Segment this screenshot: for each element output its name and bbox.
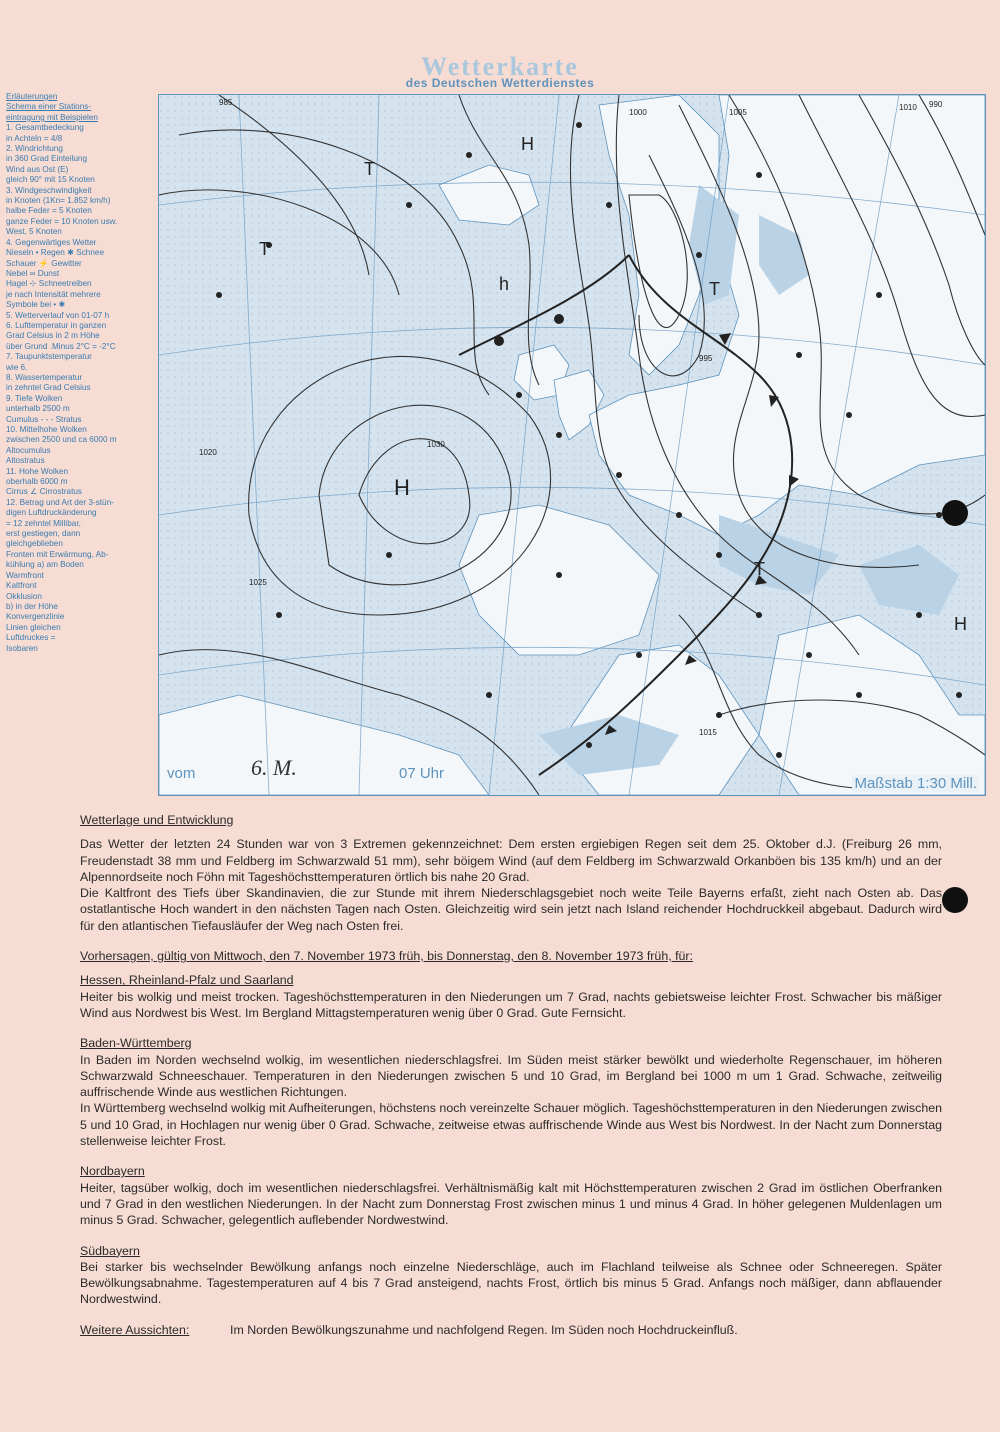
outlook [80, 1322, 942, 1338]
weather-map-canvas [159, 95, 985, 795]
high-center-atlantic: H [394, 475, 410, 500]
situation-paragraph-1: Das Wetter der letzten 24 Stunden war von 3 Extremen gekennzeichnet: Dem ersten ergiebigen Regen seit dem 25. Oktober d.J. (Freiburg 26 mm, Freudenstadt 38 mm und Feldberg im Schwarzwald 51 mm), sehr böigem Wind (auf dem Feldberg im Schwarzwald Orkanböen bis 135 km/h) und an der Alpennordseite noch Föhn mit Tageshöchsttemperaturen örtlich bis nahe 20 Grad. [80, 837, 942, 884]
region-text-wuerttemberg: In Württemberg wechselnd wolkig mit Aufheiterungen, höchstens noch vereinzelte Schauer möglich. Tageshöchsttemperaturen in den Niederungen zwischen 5 und 10 Grad, in Hochlagen nur wenig über 0 Grad. Schwache, zeitweise etwas auffrischende Winde aus West bis Nordwest. In der Nacht zum Donnerstag stellenweise leichter Frost. [80, 1101, 942, 1149]
legend-line: gleichgeblieben [6, 539, 63, 549]
map-scale-label: Maßstab 1:30 Mill. [854, 775, 977, 792]
weather-report [80, 812, 942, 1338]
legend-line: Konvergenzlinie [6, 612, 65, 622]
isobar-label: 995 [699, 354, 713, 363]
isobar-label: 1025 [249, 578, 267, 587]
legend-line: unterhalb 2500 m [6, 404, 70, 414]
legend-line: zwischen 2500 und ca 6000 m [6, 435, 117, 445]
isobar-label: 1015 [699, 728, 717, 737]
punch-hole [942, 500, 968, 526]
isobar-label: 1030 [427, 440, 445, 449]
isobar-label: 985 [219, 98, 233, 107]
legend-line: in 360 Grad Einteilung [6, 154, 88, 164]
legend-line: wie 6. [6, 362, 28, 372]
weather-map [158, 94, 986, 796]
legend-line: Symbole bei • ✱ [6, 300, 66, 310]
legend-line: ganze Feder = 10 Knoten usw. [6, 216, 118, 226]
legend-line: digen Luftdruckänderung [6, 508, 97, 518]
region-heading-baden-wuerttemberg: Baden-Württemberg [80, 1036, 192, 1051]
legend-line: Cumulus - - - Stratus [6, 414, 82, 424]
legend-line: Wind aus Ost (E) [6, 164, 69, 174]
situation-paragraph-2: Die Kaltfront des Tiefs über Skandinavien, die zur Stunde mit ihrem Niederschlagsgebiet noch weite Teile Bayerns erfaßt, zieht nach Osten ab. Das ostatlantische Hoch wandert in den nächsten Tagen nach Osten. Gleichzeitig wird sein jetzt nach Island reichender Hochdruckkeil abgebaut. Dadurch wird für den atlantischen Tiefausläufer der Weg nach Osten frei. [80, 886, 942, 933]
legend-line: in Knoten (1Kn= 1.852 km/h) [6, 196, 111, 206]
low-center-iceland: T [364, 159, 375, 179]
isobar-label: 1020 [199, 448, 217, 457]
situation-heading: Wetterlage und Entwicklung [80, 813, 234, 827]
legend-line: 1. Gesamtbedeckung [6, 123, 84, 133]
high-center-east: H [954, 614, 967, 634]
legend-line: Altocumulus [6, 445, 51, 455]
legend-line: 11. Hohe Wolken [6, 466, 69, 476]
region-heading-nordbayern: Nordbayern [80, 1164, 145, 1179]
legend-line: Linien gleichen [6, 622, 61, 632]
legend-line: über Grund .Minus 2°C = -2°C [6, 341, 116, 351]
legend-line: erst gestiegen, dann [6, 529, 81, 539]
legend-line: West, 5 Knoten [6, 227, 62, 237]
page-title: Wetterkarte [421, 52, 579, 81]
region-heading-suedbayern: Südbayern [80, 1243, 140, 1258]
legend-line: Luftdruckes = [6, 633, 56, 643]
legend-line: Isobaren [6, 643, 38, 653]
legend-line: 4. Gegenwärtiges Wetter [6, 237, 97, 247]
legend-line: Cirrus ∠ Cirrostratus [6, 487, 83, 497]
legend-line: Grad Celsius in 2 m Höhe [6, 331, 100, 341]
punch-hole [942, 887, 968, 913]
legend-line: Hagel ⊹ Schneetreiben [6, 279, 92, 289]
legend-line: 7. Taupunktstemperatur [6, 352, 92, 362]
legend-line: Schema einer Stations- [6, 102, 92, 112]
legend-line: Warmfront [6, 570, 44, 580]
region-heading-hessen: Hessen, Rheinland-Pfalz und Saarland [80, 973, 294, 988]
legend-line: 8. Wassertemperatur [6, 372, 83, 382]
legend-line: 12. Betrag und Art der 3-stün- [6, 497, 114, 507]
legend-line: je nach Intensität mehrere [6, 289, 101, 299]
isobar-label: 990 [929, 100, 943, 109]
legend-line: 2. Windrichtung [6, 144, 63, 154]
legend-line: Schauer ⚡ Gewitter [6, 258, 82, 268]
legend-line: in zehntel Grad Celsius [6, 383, 91, 393]
map-time-label: 07 Uhr [399, 765, 445, 782]
page-subtitle: des Deutschen Wetterdienstes [405, 76, 595, 90]
legend-line: 10. Mittelhohe Wolken [6, 425, 87, 434]
map-date-handwritten: 6. M. [251, 755, 297, 780]
low-center-west: T [259, 239, 270, 259]
low-center-central: T [754, 559, 765, 579]
legend-line: b) in der Höhe [6, 601, 58, 611]
legend-line: kühlung a) am Boden [6, 560, 84, 570]
low-center-scandinavia: T [709, 279, 720, 299]
map-legend [6, 92, 156, 800]
legend-line: = 12 zehntel Millibar, [6, 518, 81, 528]
low-ridge-h: h [499, 274, 510, 294]
legend-line: gleich 90° mit 15 Knoten [6, 175, 95, 185]
legend-line: Fronten mit Erwärmung, Ab- [6, 549, 109, 559]
region-text-hessen: Heiter bis wolkig und meist trocken. Tageshöchsttemperaturen in den Niederungen um 7 Grad, nachts gebietsweise leichter Frost. Schwacher bis mäßiger Wind aus Nordwest bis West. Im Bergland Mittagstemperaturen wenig über 0 Grad. Gute Fernsicht. [80, 989, 942, 1020]
region-text-suedbayern: Bei starker bis wechselnder Bewölkung anfangs noch einzelne Niederschläge, auch im Flachland teilweise als Schnee oder Schneeregen. Später Bewölkungsabnahme. Tagestemperaturen auf 4 bis 7 Grad ansteigend, nachts Frost, örtlich bis minus 5 Grad. Anfangs noch mäßiger, dann abflauender Nordwestwind. [80, 1259, 942, 1307]
region-text-baden: In Baden im Norden wechselnd wolkig, im wesentlichen niederschlagsfrei. Im Süden meist stärker bewölkt und wiederholte Regenschauer, im höheren Schwarzwald Schneeschauer. Temperaturen in den Niederungen zwischen 5 und 10 Grad, im Bergland bei 1000 m um 1 Grad. Schwache, zeitweilig auffrischende Winde aus westlichen Richtungen. [80, 1052, 942, 1100]
legend-line: 9. Tiefe Wolken [6, 393, 63, 403]
legend-line: halbe Feder = 5 Knoten [6, 206, 92, 216]
high-center-north: H [521, 134, 534, 154]
legend-line: 5. Wetterverlauf von 01-07 h [6, 310, 110, 320]
legend-line: Okklusion [6, 591, 42, 601]
legend-line: Kaltfront [6, 581, 37, 591]
outlook-label: Weitere Aussichten: [80, 1322, 190, 1337]
legend-line: oberhalb 6000 m [6, 477, 68, 487]
legend-line: in Achteln = 4/8 [6, 133, 63, 143]
legend-line: eintragung mit Beispielen [6, 112, 98, 122]
isobar-label: 1000 [629, 108, 647, 117]
forecast-heading: Vorhersagen, gültig von Mittwoch, den 7. November 1973 früh, bis Donnerstag, den 8. November 1973 früh, für: [80, 949, 693, 964]
legend-line: Nieseln • Regen ✱ Schnee [6, 248, 105, 258]
outlook-text: Im Norden Bewölkungszunahme und nachfolgend Regen. Im Süden noch Hochdruckeinfluß. [230, 1322, 738, 1337]
legend-line: Erläuterungen [6, 92, 58, 101]
legend-line: 6. Lufttemperatur in ganzen [6, 320, 107, 330]
legend-line: Altostratus [6, 456, 45, 466]
region-text-nordbayern: Heiter, tagsüber wolkig, doch im wesentlichen niederschlagsfrei. Verhältnismäßig kalt mit Höchsttemperaturen zwischen 2 Grad im östlichen Oberfranken und 7 Grad in den westlichen Niederungen. In der Nacht zum Donnerstag Frost zwischen minus 1 und minus 4 Grad. In höher gelegenen Muldenlagen um minus 5 Grad. Schwacher, gelegentlich auflebender Nordwestwind. [80, 1180, 942, 1228]
isobar-label: 1010 [899, 103, 917, 112]
legend-line: Nebel ∞ Dunst [6, 268, 60, 278]
map-date-label: vom [167, 765, 196, 782]
legend-line: 3. Windgeschwindigkeit [6, 185, 92, 195]
isobar-label: 1005 [729, 108, 747, 117]
